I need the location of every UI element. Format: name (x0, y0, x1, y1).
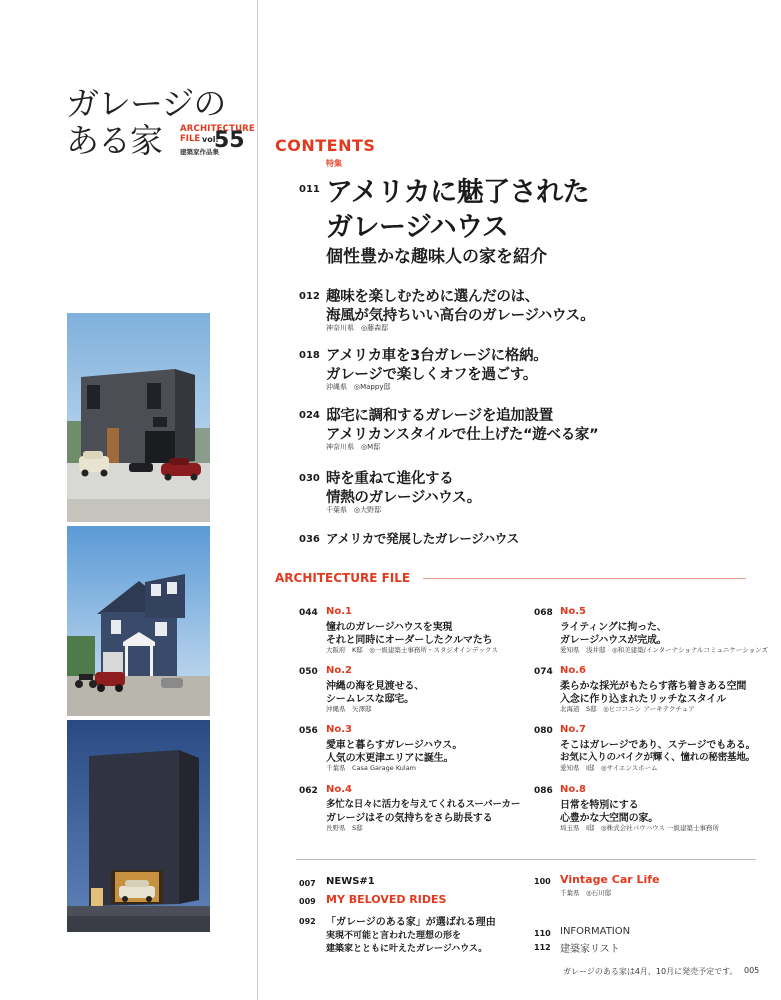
magazine-logo (66, 78, 255, 178)
logo-title-line2: ある家 (66, 121, 162, 160)
article-meta: 千葉県 ◎大野邸 (326, 506, 382, 514)
article-title-line1: 趣味を楽しむために選んだのは、 (326, 289, 539, 305)
feature-subtitle: 個性豊かな趣味人の家を紹介 (326, 247, 547, 267)
file-title-line2: ガレージハウスが完成。 (560, 635, 667, 646)
vintage-meta: 千葉県 ◎石川邸 (560, 889, 612, 897)
file-title-line2: 心豊かな大空間の家。 (560, 813, 658, 824)
architects-page-number: 112 (534, 943, 551, 952)
file-title-line1: 日常を特別にする (560, 800, 639, 811)
rides-label: MY BELOVED RIDES (326, 893, 447, 906)
file-meta: 北海道 S邸 ◎ヒココニシ アーキテクチュア (560, 705, 695, 713)
file-title-line1: そこはガレージであり、ステージでもある。 (560, 740, 756, 751)
file-title-line1: ライティングに拘った、 (560, 622, 667, 633)
reason-line3: 建築家とともに叶えたガレージハウス。 (326, 944, 488, 954)
file-page-number: 050 (299, 667, 318, 677)
architecture-file-rule (423, 578, 746, 579)
article-title-line2: アメリカンスタイルで仕上げた“遊べる家” (326, 427, 599, 443)
article-page-number: 018 (299, 350, 320, 361)
file-title-line1: 憧れのガレージハウスを実現 (326, 622, 453, 633)
file-title-line1: 多忙な日々に活力を与えてくれるスーパーカー (326, 799, 521, 810)
file-page-number: 056 (299, 726, 318, 736)
file-meta: 沖縄県 矢澤邸 (326, 705, 372, 713)
article-title-line2: ガレージで楽しくオフを過ごす。 (326, 367, 538, 383)
article-page-number: 012 (299, 291, 320, 302)
house-photo-3 (67, 720, 210, 932)
file-page-number: 068 (534, 608, 553, 618)
information-label: INFORMATION (560, 926, 631, 937)
file-meta: 愛知県 I邸 ◎サイエンスホーム (560, 764, 658, 772)
logo-title-line1: ガレージの (66, 84, 226, 123)
file-number: No.8 (560, 784, 586, 795)
architecture-file-heading: ARCHITECTURE FILE (275, 571, 411, 585)
file-title-line2: ガレージはその気持ちをさら助長する (326, 813, 493, 824)
article-meta: 沖縄県 ◎Mappy邸 (326, 383, 391, 391)
vintage-label: Vintage Car Life (560, 873, 660, 886)
bottom-section-rule (296, 859, 756, 860)
article-meta: 神奈川県 ◎藤森邸 (326, 324, 389, 332)
file-number: No.6 (560, 665, 586, 676)
file-page-number: 086 (534, 786, 553, 796)
file-meta: 長野県 S邸 (326, 824, 363, 832)
file-page-number: 080 (534, 726, 553, 736)
release-note: ガレージのある家は4月、10月に発売予定です。 (563, 967, 738, 976)
file-number: No.4 (326, 784, 352, 795)
article-title-line1: 時を重ねて進化する (326, 471, 454, 487)
reason-title: 「ガレージのある家」が選ばれる理由 (326, 917, 496, 928)
article-page-number: 024 (299, 410, 320, 421)
file-title-line2: 人気の木更津エリアに誕生。 (326, 753, 454, 764)
feature-title-line2: ガレージハウス (326, 212, 509, 243)
logo-series-line2: FILE (180, 134, 201, 144)
article-title-line2: 海風が気持ちいい高台のガレージハウス。 (326, 308, 595, 324)
file-number: No.7 (560, 724, 586, 735)
file-number: No.1 (326, 606, 352, 617)
reason-page-number: 092 (299, 917, 316, 926)
logo-series-line1: ARCHITECTURE (180, 124, 255, 134)
architects-label: 建築家リスト (560, 944, 620, 955)
news-page-number: 007 (299, 879, 316, 888)
article-title-line2: 情熱のガレージハウス。 (326, 490, 481, 506)
feature-tag: 特集 (326, 159, 342, 168)
file-title-line1: 愛車と暮らすガレージハウス。 (326, 740, 463, 751)
article-title-line1: アメリカで発展したガレージハウス (326, 531, 519, 546)
file-meta: 埼玉県 I邸 ◎株式会社バウハウス 一級建築士事務所 (560, 824, 719, 832)
logo-vol-label: vol. (202, 135, 219, 144)
feature-title-line1: アメリカに魅了された (326, 177, 590, 208)
article-meta: 神奈川県 ◎M邸 (326, 443, 381, 451)
file-meta: 大阪府 K邸 ◎一級建築士事務所・スタジオインデックス (326, 646, 498, 654)
feature-page-number: 011 (299, 184, 320, 195)
article-title-line1: 邸宅に調和するガレージを追加設置 (326, 408, 553, 424)
house-photo-1 (67, 313, 210, 522)
file-number: No.5 (560, 606, 586, 617)
logo-subtitle: 建築家作品集 (180, 148, 219, 156)
article-page-number: 030 (299, 473, 320, 484)
article-page-number: 036 (299, 534, 320, 545)
file-page-number: 062 (299, 786, 318, 796)
file-title-line2: お気に入りのバイクが輝く、憧れの秘密基地。 (560, 752, 755, 763)
divider-line (257, 0, 258, 1000)
page-number: 005 (744, 966, 760, 975)
file-number: No.3 (326, 724, 352, 735)
file-title-line2: 入念に作り込まれたリッチなスタイル (560, 694, 726, 705)
file-meta: 千葉県 Casa Garage Kulam (326, 764, 417, 772)
vintage-page-number: 100 (534, 877, 551, 886)
file-page-number: 074 (534, 667, 553, 677)
rides-page-number: 009 (299, 897, 316, 906)
file-meta: 愛知県 浅井邸 ◎和美建築/インターナショナルコミュニケーションズ (560, 646, 768, 654)
file-page-number: 044 (299, 608, 318, 618)
file-title-line1: 沖縄の海を見渡せる、 (326, 681, 424, 692)
information-page-number: 110 (534, 929, 551, 938)
news-label: NEWS#1 (326, 876, 375, 887)
logo-vol-number: 55 (214, 128, 245, 153)
file-title-line2: シームレスな邸宅。 (326, 694, 414, 705)
file-title-line2: それと同時にオーダーしたクルマたち (326, 635, 493, 646)
house-photo-2 (67, 526, 210, 716)
file-number: No.2 (326, 665, 352, 676)
reason-line2: 実現不可能と言われた理想の形を (326, 931, 462, 941)
contents-heading: CONTENTS (275, 136, 376, 155)
article-title-line1: アメリカ車を3台ガレージに格納。 (326, 348, 548, 364)
file-title-line1: 柔らかな採光がもたらす落ち着きある空間 (560, 681, 747, 692)
